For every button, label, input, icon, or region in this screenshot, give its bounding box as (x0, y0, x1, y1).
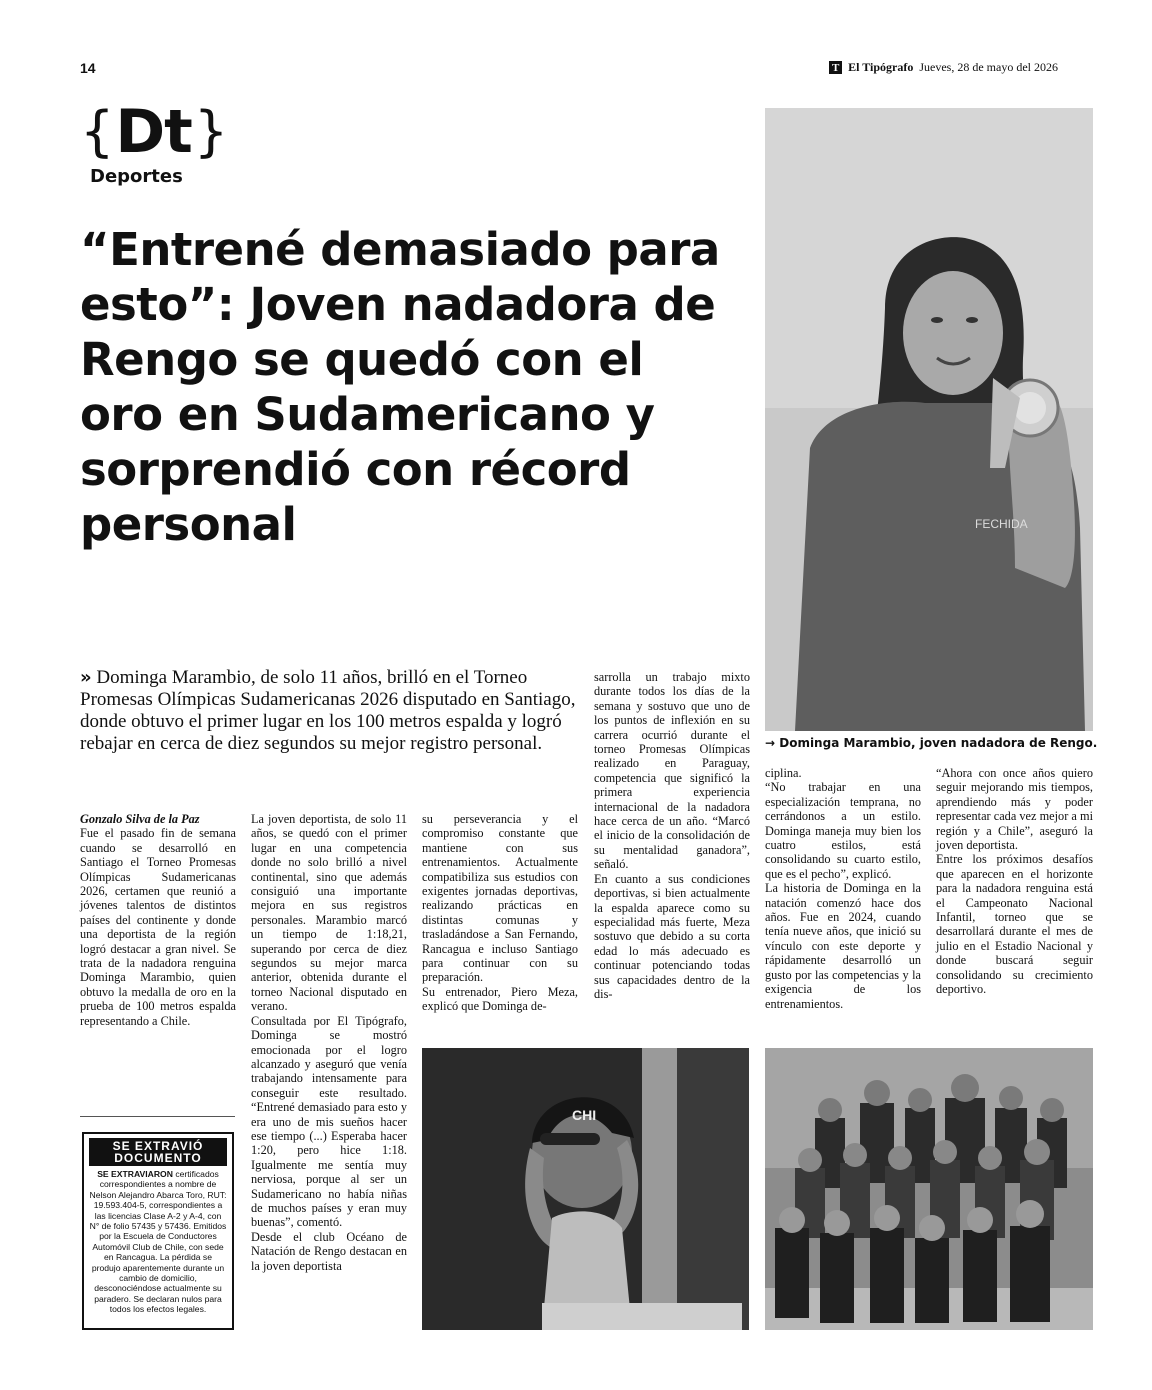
shirt-logo-text: FECHIDA (975, 517, 1028, 531)
article-column-2 (251, 812, 407, 1273)
notice-body (89, 1169, 227, 1315)
paragraph: ciplina. (765, 766, 802, 780)
notice-lead: SE EXTRAVIARON (97, 1169, 173, 1179)
paragraph: En cuanto a sus condiciones deportivas, si bien actualmente la espalda aparece como su especialidad más fuerte, Meza sostuvo que debido a su corta edad lo más adecuado es continuar potenciando todas sus capacidades dentro de la dis- (594, 871, 750, 1001)
paragraph: Fue el pasado fin de semana cuando se desarrolló en Santiago el Torneo Promesas Olímpicas Sudamericanas 2026, certamen que reunió a jóvenes talentos de distintos países del continente y donde una deportista de la región logró destacar a gran nivel. Se trata de la nadadora renguina Dominga Marambio, quien obtuvo la medalla de oro en la prueba de 100 metros espalda representando a Chile. (80, 826, 236, 1028)
swim-cap-text: CHI (572, 1107, 597, 1123)
article-column-5 (765, 766, 921, 1011)
headline: “Entrené demasiado para esto”: Joven nadadora de Rengo se quedó con el oro en Sudamericano y sorprendió con récord personal (80, 223, 720, 551)
paragraph: La joven deportista, de solo 11 años, se quedó con el primer lugar en una competencia donde no solo brilló a nivel continental, sino que además consiguió una importante mejora en sus registros personales. Marambio marcó un tiempo de 1:18,21, superando por cerca de diez segundos su mejor marca anterior, obtenida durante el torneo Nacional disputado en verano. (251, 812, 407, 1014)
paragraph: “Ahora con once años quiero seguir mejorando mis tiempos, aprendiendo más y poder representar cada vez mejor a mi región y a Chile”, aseguró la joven deportista. (936, 766, 1093, 853)
section-mark (80, 97, 228, 187)
paragraph: Desde el club Océano de Natación de Rengo destacan en la joven deportista (251, 1229, 407, 1273)
byline: Gonzalo Silva de la Paz (80, 812, 200, 826)
photo-caption: → Dominga Marambio, joven nadadora de Rengo. (765, 736, 1098, 750)
paragraph: su perseverancia y el compromiso constante que mantiene con sus entrenamientos. Actualmente compatibiliza sus estudios con exigentes jornadas deportivas, realizando prácticas en distintas comunas y trasladándose a San Fernando, Rancagua e incluso Santiago para continuar con su preparación. (422, 812, 578, 985)
notice-title-line-2: DOCUMENTO (114, 1151, 202, 1165)
paragraph: sarrolla un trabajo mixto durante todos los días de la semana y sostuvo que uno de los puntos de inflexión en su carrera ocurrió durante el torneo Promesas Olímpicas realizado en Paraguay, competencia que significó la primera experiencia internacional de la nadadora hace cerca de un año. “Marcó el inicio de la consolidación de su mentalidad ganadora”, señaló. (594, 670, 750, 872)
masthead (829, 60, 1058, 75)
section-abbreviation: Dt (115, 97, 192, 167)
classified-notice (82, 1132, 234, 1330)
page-number: 14 (80, 60, 96, 76)
lede (80, 667, 580, 755)
newspaper-name: El Tipógrafo (848, 60, 914, 74)
section-name: Deportes (90, 166, 183, 187)
newspaper-logo-icon: T (829, 61, 842, 74)
divider (80, 1116, 235, 1117)
article-column-3 (422, 812, 578, 1014)
swimmer-photo (422, 1048, 749, 1330)
lede-marker-icon: » (80, 667, 92, 688)
close-brace: } (193, 100, 228, 163)
lede-text: Dominga Marambio, de solo 11 años, brilló en el Torneo Promesas Olímpicas Sudamericanas 2026 disputado en Santiago, donde obtuvo el primer lugar en los 100 metros espalda y logró rebajar en cerca de diez segundos su mejor registro personal. (80, 667, 576, 754)
paragraph: “No trabajar en una especialización temprana, no cerrándonos a un estilo. Dominga maneja muy bien los cuatro estilos, está consolidando su cuarto estilo, que es el pecho”, explicó. (765, 780, 921, 881)
notice-title-line-1: SE EXTRAVIÓ (112, 1139, 204, 1153)
paragraph: Consultada por El Tipógrafo, Dominga se mostró emocionada por el logro alcanzado y aseguró que venía trabajando intensamente para conseguir este resultado. “Entrené demasiado para esto y era uno de mis sueños hacer ese tiempo (...) Esperaba hacer 1:20, pero hice 1:18. Igualmente me sentía muy nerviosa, porque al ser un Sudamericano no había niñas de muchos países y eran muy buenas”, comentó. (251, 1013, 407, 1230)
paragraph: Entre los próximos desafíos que aparecen en el horizonte para la nadadora renguina está el Campeonato Nacional Infantil, torneo que se desarrollará durante el mes de julio en el Estadio Nacional y donde buscará seguir consolidando su crecimiento deportivo. (936, 852, 1093, 997)
open-brace: { (80, 100, 114, 163)
main-photo (765, 108, 1093, 731)
notice-text: certificados correspondientes a nombre de Nelson Alejandro Abarca Toro, RUT: 19.593.404-5, correspondientes a las licencias Clase A-2 y A-4, con N° de folio 57435 y 57436. Emitidos por la Escuela de Conductores Automóvil Club de Chile, con sede en Rancagua. La pérdida se produjo aparentemente durante un cambio de domicilio, desconociéndose actualmente su paradero. Se declaran nulos para todos los efectos legales. (89, 1169, 227, 1315)
article-column-1 (80, 812, 236, 1028)
paragraph: La historia de Dominga en la natación comenzó hace dos años. Fue en 2024, cuando tenía nueve años, que inició su vínculo con este deporte y rápidamente desarrolló un gusto por las competencias y la exigencia de los entrenamientos. (765, 881, 921, 1011)
paragraph: Su entrenador, Piero Meza, explicó que Dominga de- (422, 984, 578, 1014)
team-photo (765, 1048, 1093, 1330)
issue-date: Jueves, 28 de mayo del 2026 (919, 60, 1058, 74)
article-column-4 (594, 670, 750, 1001)
article-column-6 (936, 766, 1093, 997)
